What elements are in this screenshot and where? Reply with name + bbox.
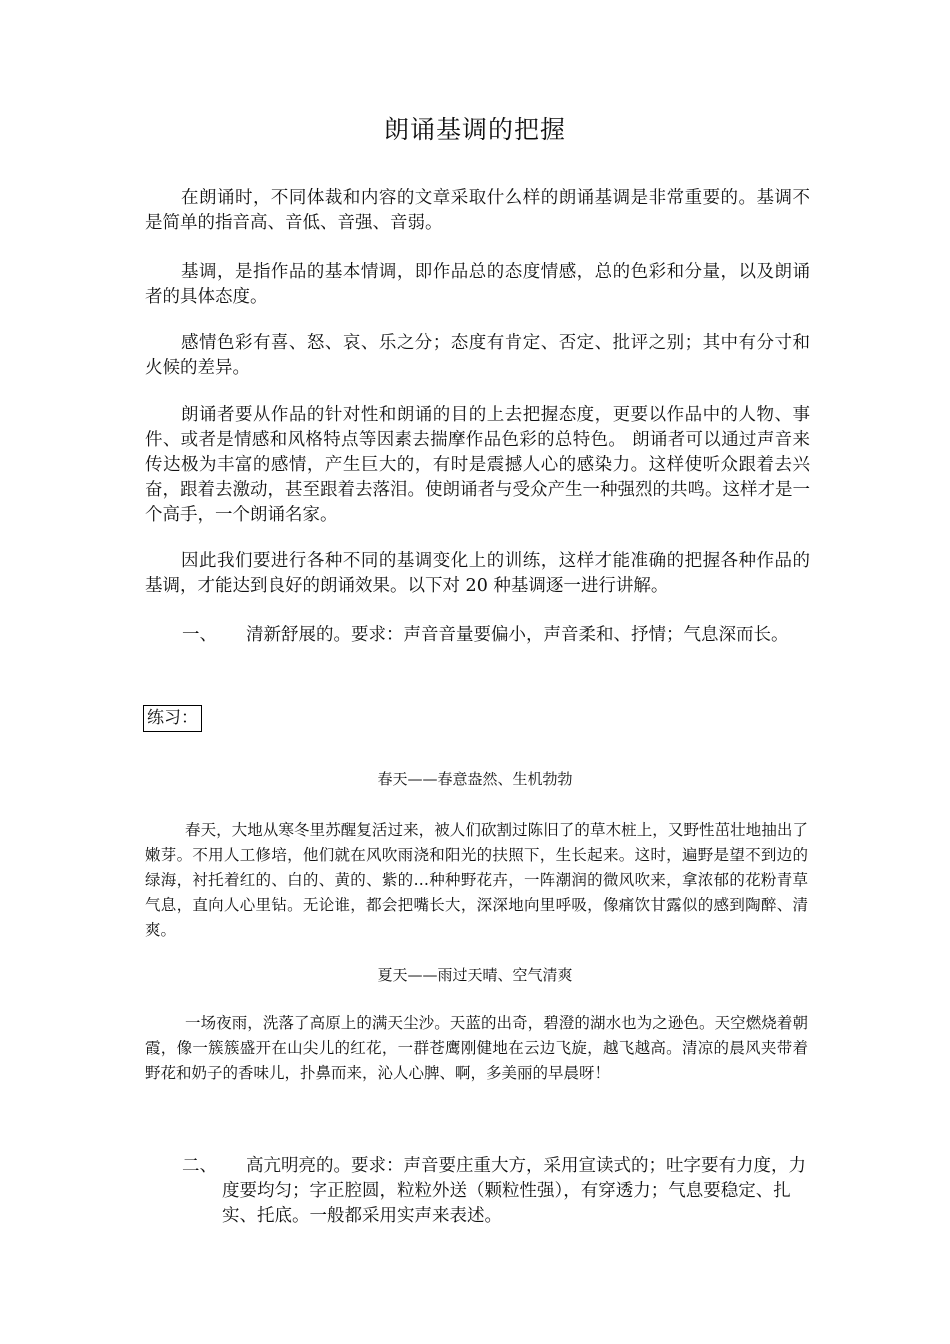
list-item-text: 清新舒展的。要求：声音音量要偏小，声音柔和、抒情；气息深而长。	[246, 625, 789, 645]
paragraph: 因此我们要进行各种不同的基调变化上的训练，这样才能准确的把握各种作品的基调，才能达到良好的朗诵效果。以下对 20 种基调逐一进行讲解。	[145, 551, 810, 596]
section-heading: 夏天——雨过天晴、空气清爽	[377, 966, 573, 984]
exercise-label: 练习：	[143, 705, 202, 732]
list-item	[145, 623, 810, 648]
document-title: 朗诵基调的把握	[383, 115, 566, 144]
practice-text: 春天，大地从寒冬里苏醒复活过来，被人们砍割过陈旧了的草木桩上，又野性茁壮地抽出了嫩芽。不用人工修培，他们就在风吹雨浇和阳光的扶照下，生长起来。这时，遍野是望不到边的绿海，衬托着红的、白的、黄的、紫的…种种野花卉，一阵潮润的微风吹来，拿浓郁的花粉青草气息，直向人心里钻。无论谁，都会把嘴长大，深深地向里呼吸，像痛饮甘露似的感到陶醉、清爽。	[145, 821, 808, 939]
section-heading: 春天——春意盎然、生机勃勃	[377, 770, 573, 788]
paragraph: 感情色彩有喜、怒、哀、乐之分；态度有肯定、否定、批评之别；其中有分寸和火候的差异。	[145, 333, 810, 378]
paragraph: 朗诵者要从作品的针对性和朗诵的目的上去把握态度，更要以作品中的人物、事件、或者是情感和风格特点等因素去揣摩作品色彩的总特色。 朗诵者可以通过声音来传达极为丰富的感情，产生巨大的，有时是震撼人心的感染力。这样使听众跟着去兴奋，跟着去激动，甚至跟着去落泪。使朗诵者与受众产生一种强烈的共鸣。这样才是一个高手，一个朗诵名家。	[145, 405, 810, 525]
list-item-text: 高亢明亮的。要求：声音要庄重大方，采用宣读式的；吐字要有力度，力度要均匀；字正腔圆，粒粒外送（颗粒性强），有穿透力；气息要稳定、扎实、托底。一般都采用实声来表述。	[222, 1156, 806, 1226]
practice-text: 一场夜雨，洗落了高原上的满天尘沙。天蓝的出奇，碧澄的湖水也为之逊色。天空燃烧着朝霞，像一簇簇盛开在山尖儿的红花，一群苍鹰刚健地在云边飞旋，越飞越高。清凉的晨风夹带着野花和奶子的香味儿，扑鼻而来，沁人心脾、啊，多美丽的早晨呀！	[145, 1014, 808, 1082]
paragraph: 基调，是指作品的基本情调，即作品总的态度情感，总的色彩和分量，以及朗诵者的具体态度。	[145, 262, 810, 307]
list-item-number: 一、	[182, 625, 217, 645]
list-item	[145, 1154, 810, 1229]
paragraph: 在朗诵时，不同体裁和内容的文章采取什么样的朗诵基调是非常重要的。基调不是简单的指音高、音低、音强、音弱。	[145, 188, 810, 233]
list-item-number: 二、	[182, 1156, 217, 1176]
